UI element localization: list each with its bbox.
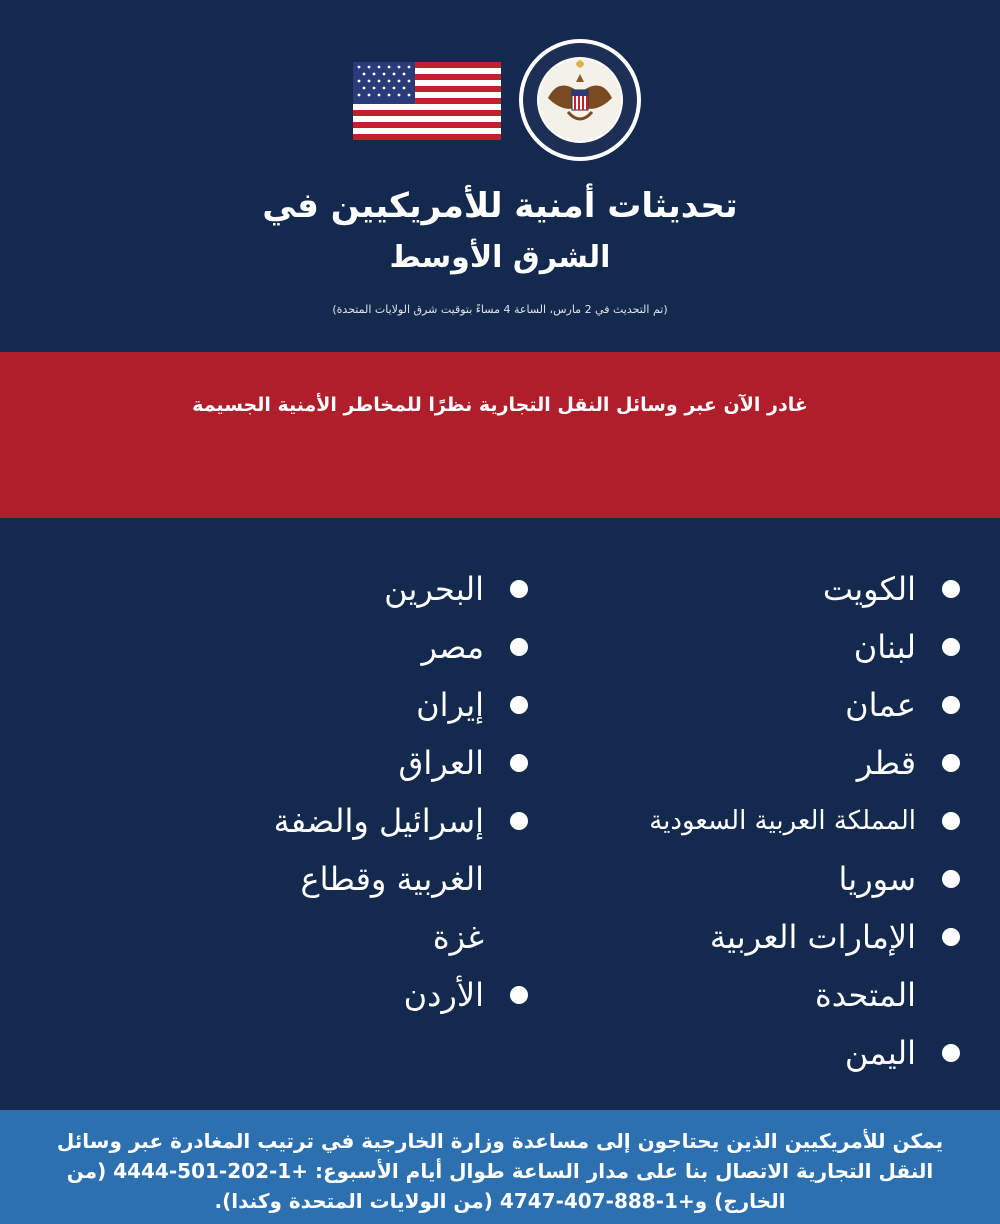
alert-banner-text: غادر الآن عبر وسائل النقل التجارية نظرًا للمخاطر الأمنية الجسيمة — [192, 394, 808, 416]
country-list-right — [540, 560, 960, 1082]
page-title: تحديثات أمنية للأمريكيين في — [262, 186, 738, 226]
bullet-icon — [942, 638, 960, 656]
page-subtitle: الشرق الأوسط — [389, 240, 611, 275]
department-of-state-seal-icon — [518, 38, 642, 162]
list-item: البحرين — [128, 560, 528, 618]
bullet-icon — [942, 580, 960, 598]
bullet-icon — [510, 812, 528, 830]
list-item: الكويت — [540, 560, 960, 618]
alert-banner — [0, 352, 1000, 518]
updated-timestamp: (تم التحديث في 2 مارس، الساعة 4 مساءً بتوقيت شرق الولايات المتحدة) — [332, 303, 668, 316]
bullet-icon — [510, 638, 528, 656]
list-item: المملكة العربية السعودية — [540, 792, 960, 850]
list-item: لبنان — [540, 618, 960, 676]
bullet-icon — [942, 754, 960, 772]
bullet-icon — [510, 580, 528, 598]
header — [0, 0, 1000, 352]
bullet-icon — [942, 812, 960, 830]
bullet-icon — [942, 870, 960, 888]
contact-footer-text: يمكن للأمريكيين الذين يحتاجون إلى مساعدة وزارة الخارجية في ترتيب المغادرة عبر وسائل النقل التجارية الاتصال بنا على مدار الساعة طوال أيام الأسبوع: +1-202-501-4444 (من الخارج) و+1-888-407-4747 (من الولايات المتحدة وكندا). — [56, 1129, 944, 1213]
us-flag-icon — [353, 62, 501, 140]
list-item: الإمارات العربية المتحدة — [646, 908, 960, 1024]
list-item: مصر — [128, 618, 528, 676]
bullet-icon — [510, 696, 528, 714]
bullet-icon — [510, 986, 528, 1004]
bullet-icon — [942, 928, 960, 946]
list-item: سوريا — [540, 850, 960, 908]
list-item: الأردن — [128, 966, 528, 1024]
bullet-icon — [942, 696, 960, 714]
bullet-icon — [942, 1044, 960, 1062]
list-item: عمان — [540, 676, 960, 734]
country-list-left — [128, 560, 528, 1024]
list-item: العراق — [128, 734, 528, 792]
list-item: إيران — [128, 676, 528, 734]
bullet-icon — [510, 754, 528, 772]
list-item: قطر — [540, 734, 960, 792]
list-item: اليمن — [540, 1024, 960, 1082]
list-item: إسرائيل والضفة الغربية وقطاع غزة — [254, 792, 528, 966]
